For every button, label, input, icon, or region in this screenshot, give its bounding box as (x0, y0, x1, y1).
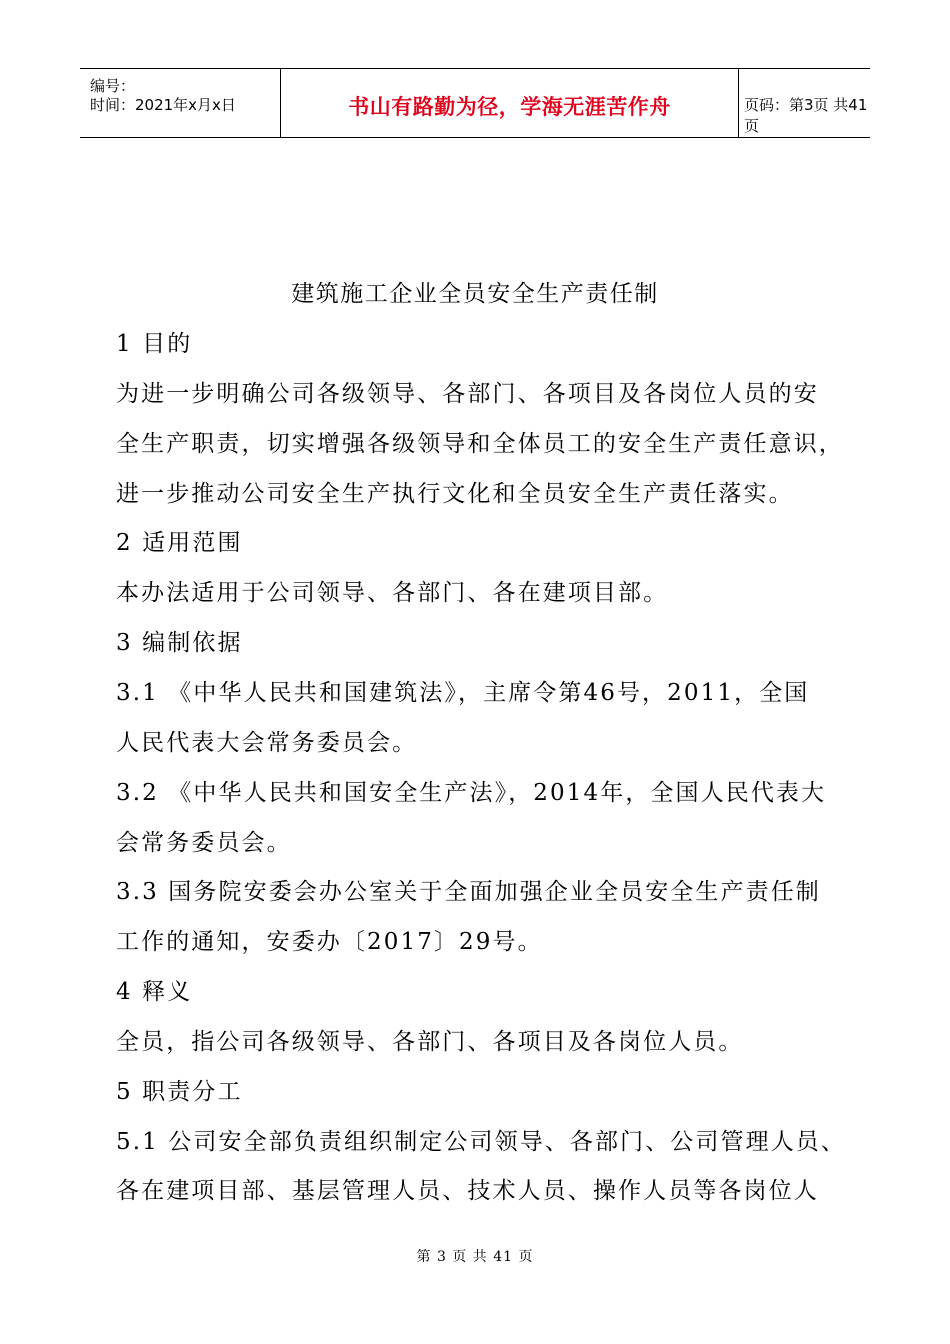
paragraph-line: 5.1 公司安全部负责组织制定公司领导、各部门、公司管理人员、 (116, 1129, 846, 1155)
paragraph-line: 本办法适用于公司领导、各部门、各在建项目部。 (116, 580, 669, 606)
paragraph-line: 全生产职责，切实增强各级领导和全体员工的安全生产责任意识， (116, 431, 844, 457)
page-header (80, 68, 870, 138)
header-meta-cell (80, 69, 280, 137)
paragraph-line: 3.2 《中华人民共和国安全生产法》，2014年，全国人民代表大 (116, 780, 827, 806)
header-motto: 书山有路勤为径，学海无涯苦作舟 (348, 95, 671, 119)
section-heading: 1 目的 (116, 331, 193, 357)
paragraph-line: 各在建项目部、基层管理人员、技术人员、操作人员等各岗位人 (116, 1178, 819, 1204)
doc-time-label: 时间：2021年x月x日 (90, 96, 236, 114)
paragraph-line: 3.3 国务院安委会办公室关于全面加强企业全员安全生产责任制 (116, 879, 821, 905)
section-heading: 3 编制依据 (116, 630, 243, 656)
header-page-cell (738, 69, 870, 137)
paragraph-line: 人民代表大会常务委员会。 (116, 730, 418, 756)
doc-number-label: 编号： (90, 77, 136, 95)
header-page-number: 页码：第3页 共41页 (744, 96, 868, 135)
paragraph-line: 工作的通知，安委办〔2017〕29号。 (116, 929, 543, 955)
page-footer-number: 第 3 页 共 41 页 (416, 1249, 534, 1265)
paragraph-line: 全员，指公司各级领导、各部门、各项目及各岗位人员。 (116, 1029, 744, 1055)
paragraph-line: 会常务委员会。 (116, 830, 292, 856)
paragraph-line: 3.1 《中华人民共和国建筑法》，主席令第46号，2011，全国 (116, 680, 810, 706)
section-heading: 2 适用范围 (116, 530, 243, 556)
paragraph-line: 进一步推动公司安全生产执行文化和全员安全生产责任落实。 (116, 481, 794, 507)
header-motto-cell (280, 69, 739, 137)
section-heading: 5 职责分工 (116, 1079, 243, 1105)
document-title: 建筑施工企业全员安全生产责任制 (291, 281, 659, 307)
paragraph-line: 为进一步明确公司各级领导、各部门、各项目及各岗位人员的安 (116, 381, 819, 407)
section-heading: 4 释义 (116, 979, 193, 1005)
